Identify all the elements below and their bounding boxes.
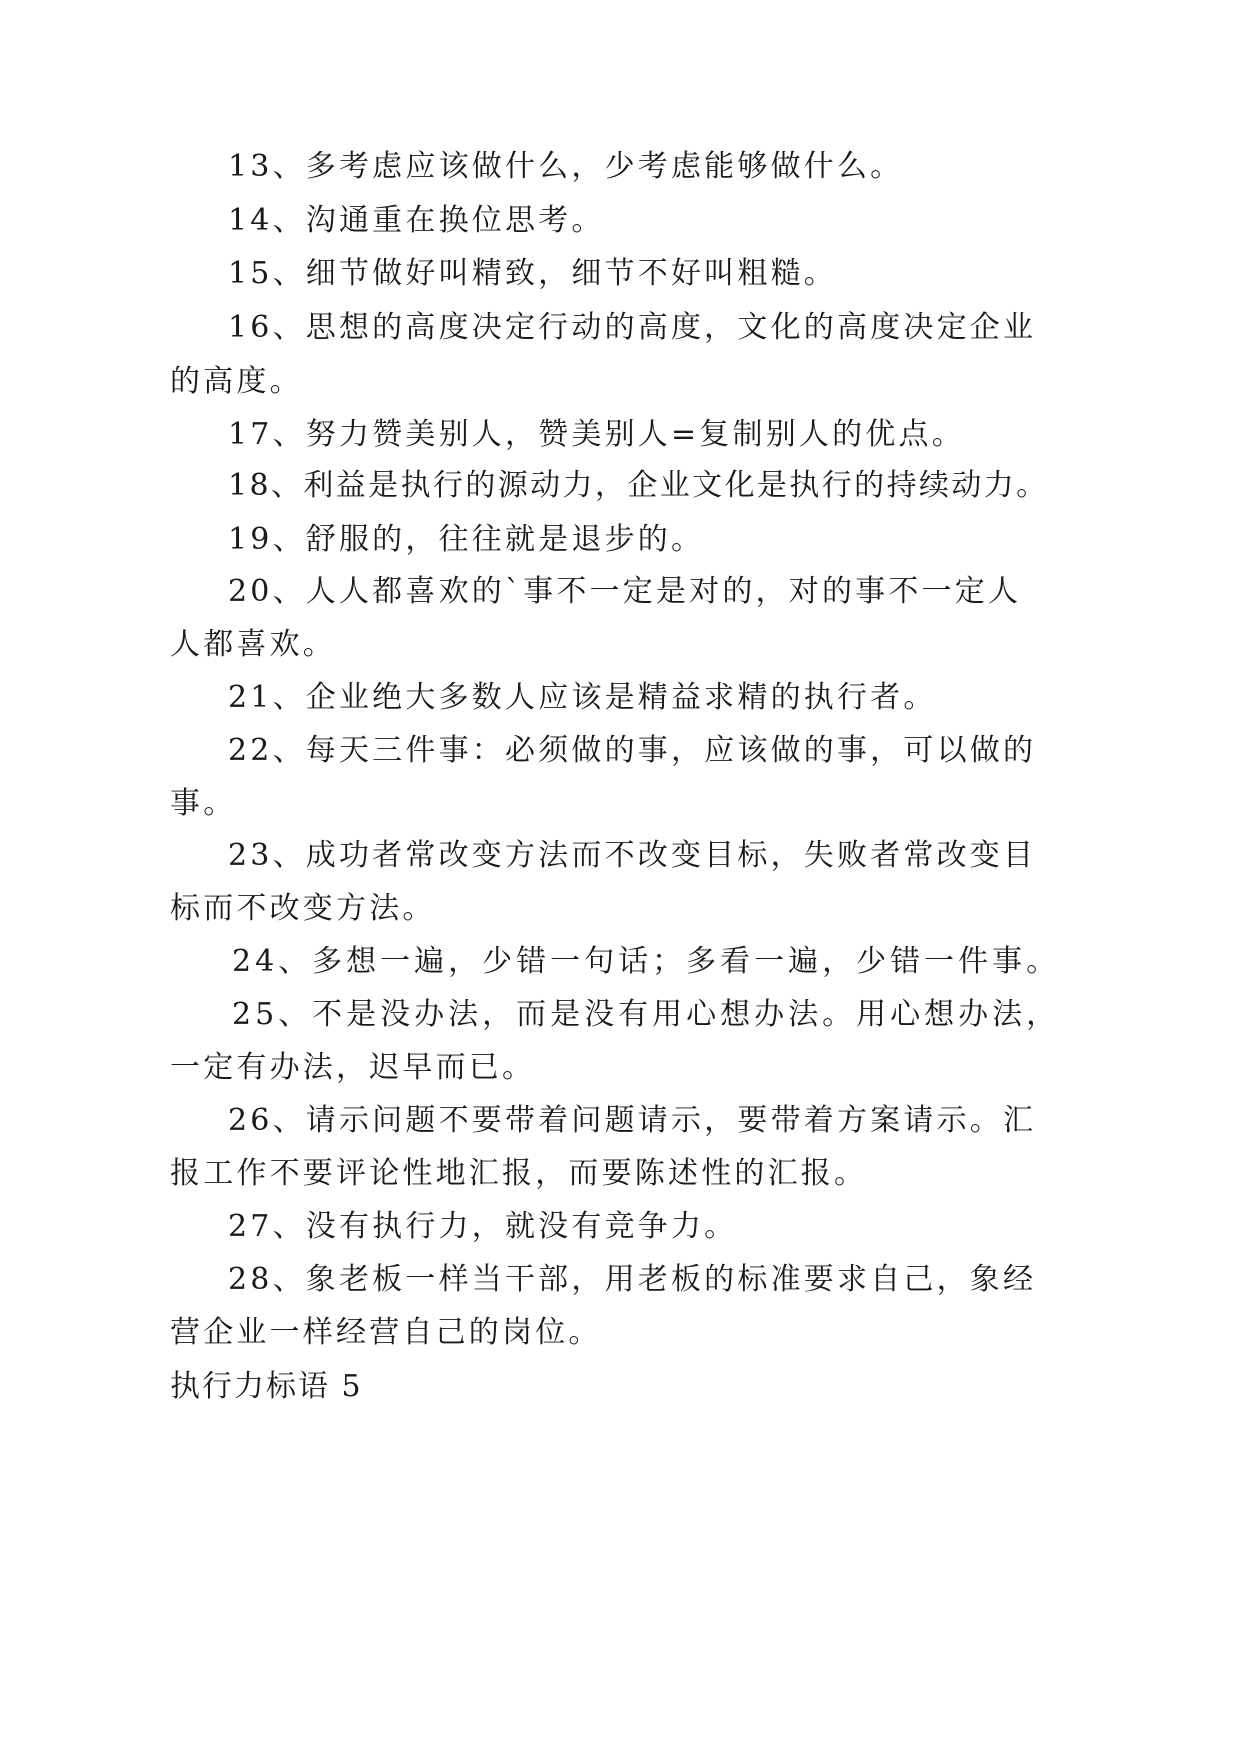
item-20-line-1: 20、人人都喜欢的`事不一定是对的，对的事不一定人 — [228, 574, 1022, 609]
item-26-line-1: 26、请示问题不要带着问题请示，要带着方案请示。汇 — [228, 1103, 1037, 1138]
item-20-line-2: 人都喜欢。 — [170, 627, 336, 662]
item-25-line-1: 25、不是没办法，而是没有用心想办法。用心想办法， — [232, 997, 1061, 1032]
item-25-line-2: 一定有办法，迟早而已。 — [170, 1050, 536, 1085]
item-23-line-2: 标而不改变方法。 — [170, 891, 436, 926]
section-heading: 执行力标语 5 — [170, 1369, 363, 1404]
item-15: 15、细节做好叫精致，细节不好叫粗糙。 — [228, 256, 837, 291]
item-27: 27、没有执行力，就没有竞争力。 — [228, 1209, 738, 1244]
item-19: 19、舒服的，往往就是退步的。 — [228, 522, 705, 557]
item-14: 14、沟通重在换位思考。 — [228, 203, 605, 238]
item-28-line-1: 28、象老板一样当干部，用老板的标准要求自己，象经 — [228, 1262, 1037, 1297]
item-22-line-2: 事。 — [170, 786, 237, 821]
item-22-line-1: 22、每天三件事：必须做的事，应该做的事，可以做的 — [228, 733, 1037, 768]
item-16-line-1: 16、思想的高度决定行动的高度，文化的高度决定企业 — [228, 310, 1037, 345]
item-13: 13、多考虑应该做什么，少考虑能够做什么。 — [228, 149, 904, 184]
item-28-line-2: 营企业一样经营自己的岗位。 — [170, 1315, 602, 1350]
item-16-line-2: 的高度。 — [170, 364, 303, 399]
item-26-line-2: 报工作不要评论性地汇报，而要陈述性的汇报。 — [170, 1156, 868, 1191]
item-21: 21、企业绝大多数人应该是精益求精的执行者。 — [228, 680, 937, 715]
item-24: 24、多想一遍，少错一句话；多看一遍，少错一件事。 — [232, 944, 1061, 979]
item-23-line-1: 23、成功者常改变方法而不改变目标，失败者常改变目 — [228, 838, 1037, 873]
item-18: 18、利益是执行的源动力，企业文化是执行的持续动力。 — [228, 468, 1049, 503]
item-17: 17、努力赞美别人，赞美别人=复制别人的优点。 — [228, 417, 965, 452]
